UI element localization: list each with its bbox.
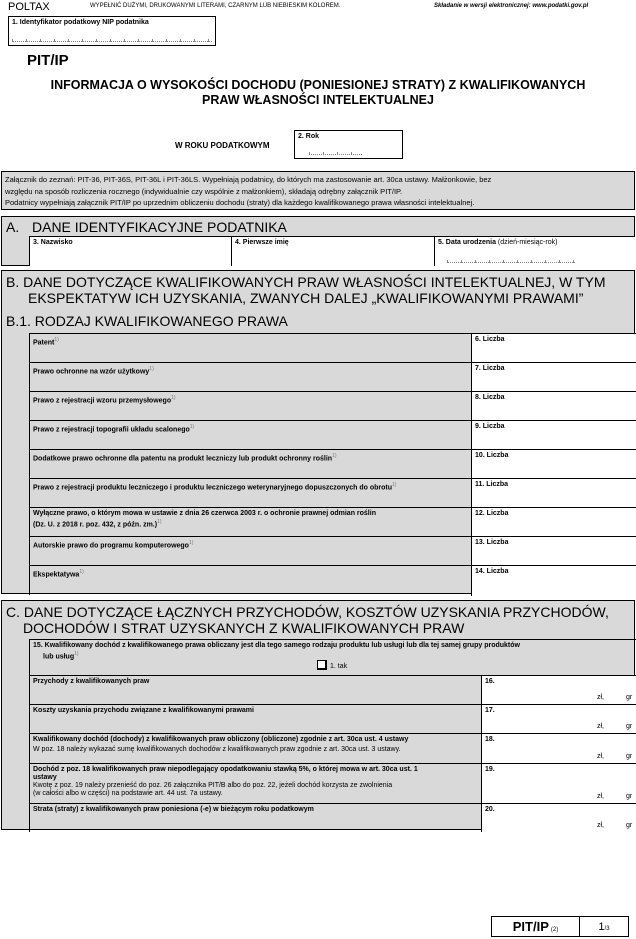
gr-unit: gr — [626, 822, 633, 829]
b1-count-label: 6. Liczba — [475, 336, 505, 343]
checkbox-icon[interactable] — [317, 660, 327, 670]
b1-count-label: 14. Liczba — [475, 568, 509, 575]
form-title-line2: PRAW WŁASNOŚCI INTELEKTUALNEJ — [202, 93, 434, 107]
b1-count-label: 8. Liczba — [475, 394, 505, 401]
b1-row — [29, 391, 636, 420]
surname-field-label: 3. Nazwisko — [33, 239, 73, 246]
amount-field-label: 17. — [485, 707, 495, 714]
gr-unit: gr — [626, 793, 633, 800]
q15-option-label: 1. tak — [330, 663, 348, 670]
year-caption: W ROKU PODATKOWYM — [175, 141, 270, 150]
b1-row-label-text: Ekspektatywa — [33, 571, 80, 579]
amount-field-label: 18. — [485, 736, 495, 743]
birth-date-field[interactable] — [434, 236, 635, 266]
section-c-title-line1: C. DANE DOTYCZĄCE ŁĄCZNYCH PRZYCHODÓW, KOSZTÓW UZYSKANIA PRZYCHODÓW, — [6, 604, 609, 620]
c-row — [29, 675, 636, 704]
gr-unit: gr — [626, 694, 633, 701]
b1-row-label — [30, 479, 470, 494]
brand: POLTAX — [8, 1, 50, 13]
b1-row-label-text: Dodatkowe prawo ochronne dla patentu na produkt leczniczy lub produkt ochronny roślin — [33, 455, 333, 463]
c-rows — [29, 675, 636, 832]
b1-row-label-text: Prawo ochronne na wzór użytkowy — [33, 368, 150, 376]
footnote-marker: 1) — [189, 424, 195, 430]
amount-field[interactable] — [481, 734, 636, 763]
b1-count-label: 11. Liczba — [475, 481, 509, 488]
c-row — [29, 803, 636, 832]
birth-date-field-label — [435, 237, 635, 249]
c-row-label: Przychody z kwalifikowanych praw — [33, 678, 150, 685]
footer-box — [491, 916, 629, 937]
amount-field[interactable] — [481, 676, 636, 704]
b1-count-field[interactable] — [471, 508, 636, 536]
footnote-marker: 1) — [74, 651, 79, 657]
b1-count-field[interactable] — [471, 566, 636, 596]
section-b1-title: B.1. RODZAJ KWALIFIKOWANEGO PRAWA — [6, 313, 288, 329]
first-name-field-label: 4. Pierwsze imię — [235, 239, 289, 246]
surname-field[interactable] — [29, 236, 231, 266]
b1-row-label-text: Wyłączne prawo, o którym mowa w ustawie z dnia 26 czerwca 2003 r. o ochronie prawnej odmian roślin — [33, 510, 376, 517]
b1-count-field[interactable] — [471, 334, 636, 362]
b1-row-label-text: Prawo z rejestracji topografii układu scalonego — [33, 426, 190, 434]
year-field[interactable] — [294, 130, 403, 159]
footer-version: (2) — [550, 926, 559, 933]
b1-row — [29, 478, 636, 507]
b1-row-label — [30, 508, 470, 531]
footnote-marker: 1) — [149, 366, 154, 372]
c-row-note2: (w całości albo w części) na podstawie art. 44 ust. 7a ustawy. — [33, 790, 223, 797]
b1-row-label-text: Autorskie prawo do programu komputerowego — [33, 542, 189, 550]
b1-row-label — [30, 537, 470, 552]
c-row — [29, 704, 636, 733]
footnote-marker: 1) — [157, 519, 162, 525]
section-b-title-line2: EKSPEKTATYW ICH UZYSKANIA, ZWANYCH DALEJ „KWALIFIKOWANYMI PRAWAMI” — [28, 290, 584, 306]
zl-unit: zł, — [597, 822, 604, 829]
notes-line1: Załącznik do zeznań: PIT-36, PIT-36S, PIT-36L i PIT-36LS. Wypełniają podatnicy, do których ma zastosowanie art. 30ca ustawy. Małżonkowie, bez — [5, 175, 492, 184]
section-c-title-line2: DOCHODÓW I STRAT UZYSKANYCH Z KWALIFIKOWANYCH PRAW — [23, 620, 465, 636]
b1-count-field[interactable] — [471, 479, 636, 507]
c-row-label-text: Dochód z poz. 18 kwalifikowanych praw niepodlegający opodatkowaniu stawką 5%, o której mowa w art. 30ca ust. 1 — [33, 766, 418, 773]
zl-unit: zł, — [597, 753, 604, 760]
b1-count-field[interactable] — [471, 363, 636, 391]
b1-count-label: 9. Liczba — [475, 423, 505, 430]
form-code: PIT/IP — [27, 52, 69, 69]
year-field-label: 2. Rok — [298, 133, 320, 140]
footer-page-cell — [580, 917, 628, 936]
gr-unit: gr — [626, 753, 633, 760]
b1-row-label-text: Prawo z rejestracji wzoru przemysłowego — [33, 397, 172, 405]
b1-row-label — [30, 334, 470, 349]
footnote-marker: 1) — [188, 540, 194, 546]
section-a — [1, 216, 635, 266]
footer-code: PIT/IP — [512, 919, 549, 934]
amount-field[interactable] — [481, 804, 636, 832]
b1-count-label: 12. Liczba — [475, 510, 509, 517]
b1-row-label — [30, 450, 470, 465]
amount-field[interactable] — [481, 764, 636, 803]
year-field-ticks — [309, 152, 362, 155]
nip-field-ticks — [12, 39, 212, 42]
q15-box — [29, 639, 636, 675]
instruction: WYPEŁNIĆ DUŻYMI, DRUKOWANYMI LITERAMI, CZARNYM LUB NIEBIESKIM KOLOREM. — [90, 3, 341, 9]
footnote-marker: 1) — [392, 482, 397, 488]
c-row-label: Strata (straty) z kwalifikowanych praw poniesiona (-e) w bieżącym roku podatkowym — [33, 806, 314, 813]
section-b — [1, 270, 635, 594]
nip-field-label: 1. Identyfikator podatkowy NIP podatnika — [12, 19, 149, 26]
section-a-title: DANE IDENTYFIKACYJNE PODATNIKA — [32, 219, 287, 235]
section-a-letter: A. — [6, 219, 20, 235]
b1-row-label-text: Patent — [33, 339, 55, 347]
gr-unit: gr — [626, 723, 633, 730]
b1-row-label-text: Prawo z rejestracji produktu leczniczego i produktu leczniczego weterynaryjnego dopuszczonych do obrotu — [33, 484, 393, 492]
footnote-marker: 1) — [171, 395, 176, 401]
notes-line2: względu na sposób rozliczenia rocznego (indywidualnie czy wspólnie z małżonkiem), składają odrębny załącznik PIT/IP. — [5, 186, 403, 196]
c-row-label-text2: ustawy — [33, 774, 57, 781]
electronic-note: Składanie w wersji elektronicznej: www.podatki.gov.pl — [434, 3, 589, 9]
zl-unit: zł, — [597, 793, 604, 800]
b1-count-label: 10. Liczba — [475, 452, 509, 459]
b1-row — [29, 536, 636, 565]
b1-rows — [29, 333, 636, 595]
b1-row — [29, 333, 636, 362]
c-row-note: Kwotę z poz. 19 należy przenieść do poz. 26 załącznika PIT/B albo do poz. 22, jeżeli dochód korzysta ze zwolnienia — [33, 782, 393, 789]
amount-field-label: 16. — [485, 678, 495, 685]
footnote-marker: 1) — [79, 569, 84, 575]
zl-unit: zł, — [597, 694, 604, 701]
b1-row-label — [30, 566, 470, 581]
b1-row-label — [30, 421, 470, 436]
q15-option[interactable] — [317, 660, 347, 670]
footer-code-cell — [492, 917, 580, 936]
c-row-note: W poz. 18 należy wykazać sumę kwalifikowanych dochodów z kwalifikowanych praw zgodnie z art. 30ca ust. 3 ustawy. — [33, 746, 401, 753]
section-b-title-line1: B. DANE DOTYCZĄCE KWALIFIKOWANYCH PRAW WŁASNOŚCI INTELEKTUALNEJ, W TYM — [6, 274, 606, 290]
nip-field[interactable] — [8, 16, 216, 46]
b1-row — [29, 420, 636, 449]
notes-box — [1, 171, 635, 210]
c-row — [29, 733, 636, 763]
b1-row-label — [30, 392, 470, 407]
b1-count-field[interactable] — [471, 450, 636, 478]
c-row — [29, 763, 636, 803]
amount-field[interactable] — [481, 705, 636, 733]
c-row-label: Koszty uzyskania przychodu związane z kwalifikowanymi prawami — [33, 707, 254, 714]
q15-line1: 15. Kwalifikowany dochód z kwalifikowanego prawa obliczany jest dla tego samego rodzaju produktu lub usługi lub dla tej samej grupy produktów — [33, 642, 520, 649]
b1-row-label — [30, 363, 470, 378]
b1-row-label-text2: (Dz. U. z 2018 r. poz. 432, z późn. zm.) — [33, 521, 158, 529]
b1-count-field[interactable] — [471, 421, 636, 449]
amount-field-label: 20. — [485, 806, 495, 813]
amount-field-label: 19. — [485, 766, 495, 773]
b1-count-field[interactable] — [471, 392, 636, 420]
q15-line2: lub usług — [43, 653, 75, 661]
b1-row — [29, 565, 636, 595]
first-name-field[interactable] — [231, 236, 434, 266]
b1-row — [29, 507, 636, 536]
b1-count-label: 13. Liczba — [475, 539, 509, 546]
section-c — [1, 600, 635, 830]
footer-pages: /3 — [604, 925, 610, 932]
notes-line3: Podatnicy wypełniają załącznik PIT/IP po uprzednim obliczeniu dochodu (straty) dla każdego kwalifikowanego prawa własności intelektualnej. — [5, 198, 475, 207]
birth-date-label-text: 5. Data urodzenia — [438, 239, 496, 246]
b1-row — [29, 362, 636, 391]
footnote-marker: 1) — [54, 337, 59, 343]
b1-count-field[interactable] — [471, 537, 636, 565]
b1-count-label: 7. Liczba — [475, 365, 505, 372]
form-title-line1: INFORMACJA O WYSOKOŚCI DOCHODU (PONIESIONEJ STRATY) Z KWALIFIKOWANYCH — [50, 78, 586, 92]
birth-date-hint: (dzień-miesiąc-rok) — [497, 239, 558, 246]
footer-page: 1 — [598, 920, 605, 933]
c-row-label-text: Kwalifikowany dochód (dochody) z kwalifikowanych praw obliczony (obliczone) zgodnie z art. 30ca ust. 4 ustawy — [33, 736, 409, 743]
zl-unit: zł, — [597, 723, 604, 730]
footnote-marker: 1) — [332, 453, 337, 459]
birth-date-ticks — [447, 260, 575, 263]
b1-row — [29, 449, 636, 478]
